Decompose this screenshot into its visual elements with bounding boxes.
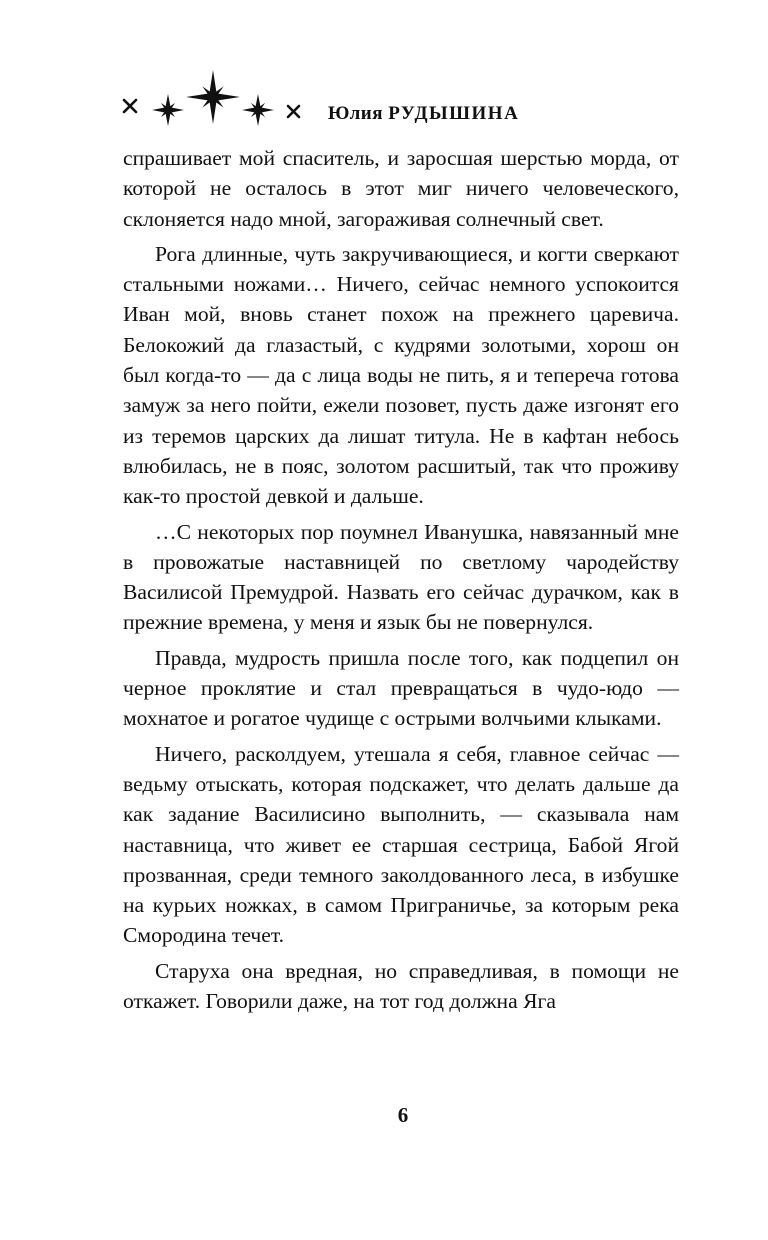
paragraph: Правда, мудрость пришла после того, как подцепил он черное проклятие и стал превращаться в чудо-юдо — мохнатое и рогатое чудище с острыми волчьими клыками.	[123, 645, 679, 731]
paragraph: Старуха она вредная, но справедливая, в помощи не откажет. Говорили даже, на тот год должна Яга	[123, 958, 679, 1014]
page-number: 6	[397, 1103, 409, 1127]
running-header	[118, 70, 678, 134]
author-first-name: Юлия	[328, 103, 384, 124]
body-text	[123, 143, 679, 1016]
author-name	[328, 103, 519, 125]
sparkle-stars-ornament-icon	[118, 70, 308, 134]
page-number-row	[0, 1103, 768, 1128]
author-last-name: РУДЫШИНА	[388, 103, 520, 124]
paragraph: спрашивает мой спаситель, и заросшая шерстью морда, от которой не осталось в этот миг ничего человеческого, склоняется надо мной, загораживая солнечный свет.	[123, 146, 679, 231]
paragraph: …С некоторых пор поумнел Иванушка, навязанный мне в провожатые наставницей по светлому чародейству Василисой Премудрой. Назвать его сейчас дурачком, как в прежние времена, у меня и язык бы не повернулся.	[123, 519, 679, 635]
paragraph: Ничего, расколдуем, утешала я себя, главное сейчас — ведьму отыскать, которая подскажет, что делать дальше да как задание Василисино выполнить, — сказывала нам наставница, что живет ее старшая сестрица, Бабой Ягой прозванная, среди темного заколдованного леса, в избушке на курьих ножках, в самом Приграничье, за которым река Смородина течет.	[123, 741, 679, 948]
paragraph: Рога длинные, чуть закручивающиеся, и когти сверкают стальными ножами… Ничего, сейчас немного успокоится Иван мой, вновь станет похож на прежнего царевича. Белокожий да глазастый, с кудрями золотыми, хорош он был когда-то — да с лица воды не пить, я и тепереча готова замуж за него пойти, ежели позовет, пусть даже изгонят его из теремов царских да лишат титула. Не в кафтан небось влюбилась, не в пояс, золотом расшитый, так что проживу как-то простой девкой и дальше.	[123, 241, 679, 509]
